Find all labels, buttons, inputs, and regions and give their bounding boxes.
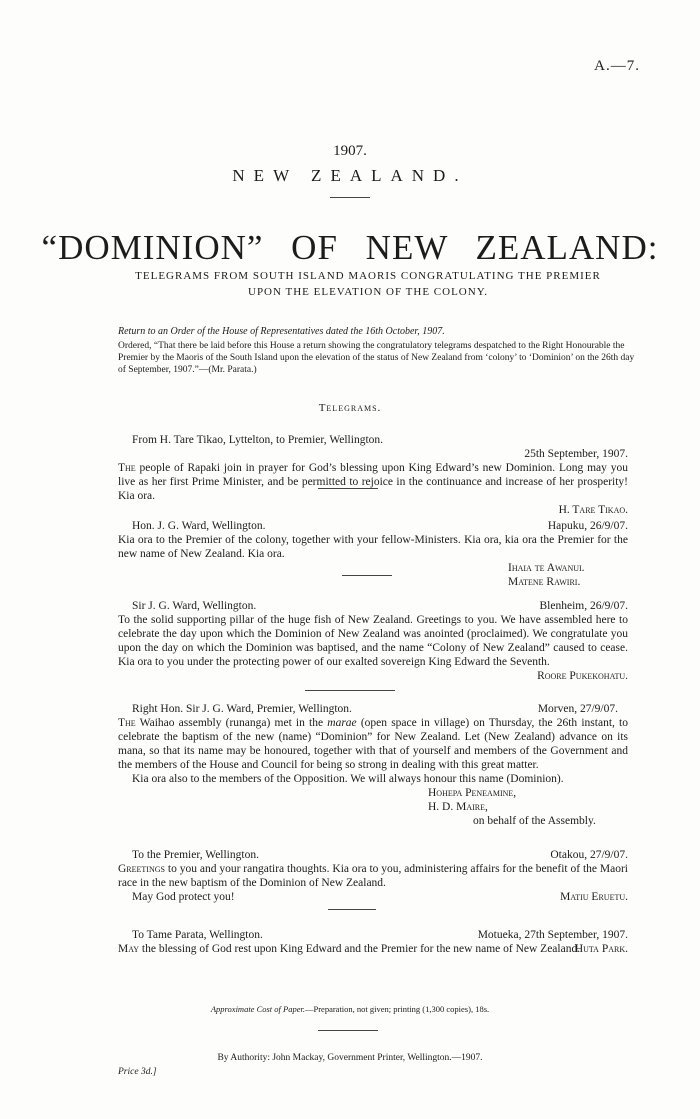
telegram-3 [118,599,628,683]
divider [318,1030,378,1031]
year: 1907. [333,143,367,159]
ordered-paragraph: Ordered, “That there be laid before this House a return showing the congratulatory telegrams despatched to the Right Honourable the Premier by the Maoris of the South Island upon the elevation of the status of New Zealand from ‘colony’ to ‘Dominion’ on the 26th day of September, 1907.”—(Mr. Parata.) [118,341,635,375]
telegram-body: Kia ora to the Premier of the colony, together with your fellow-Ministers. Kia ora, kia ora the Premier for the new name of New Zealand. Kia ora. [118,534,628,560]
telegram-body: Greetings to you and your rangatira thoughts. Kia ora to you, administering affairs for the benefit of the Maori race in the new baptism of the Dominion of New Zealand. [118,863,629,889]
telegram-from: Hon. J. G. Ward, Wellington. [132,520,266,532]
telegram-body: The people of Rapaki join in prayer for God’s blessing upon King Edward’s new Dominion. Long may you live as her first Prime Minister, and be permitted to rejoice in the continuance and increase of her prosperity! Kia ora. [118,462,628,502]
price: Price 3d.] [118,1067,157,1077]
telegram-signature: Huta Park. [574,943,628,955]
telegram-body: The Waihao assembly (runanga) met in the marae (open space in village) on Thursday, the 26th instant, to celebrate the baptism of the new (name) “Dominion” for New Zealand. Let (New Zealand) advance on its mana, so that its name may be honoured, together with that of yourself and members of the Government and the members of the House and Council for being so strong in dealing with this great matter. [118,717,629,771]
cost-text: —Preparation, not given; printing (1,300 copies), 18s. [304,1004,490,1014]
telegram-5 [118,848,628,904]
telegram-lead: May [118,943,140,955]
telegram-date: Morven, 27/9/07. [537,703,618,715]
divider [330,197,370,198]
telegram-signature: Roore Pukekohatu. [537,670,628,682]
telegram-signature: Ihaia te Awanui. [508,562,585,574]
telegram-lead: The [118,717,136,729]
telegram-signature: H. Tare Tikao. [558,504,628,516]
paper-reference: A.—7. [594,58,640,74]
telegram-from: To Tame Parata, Wellington. [132,929,263,941]
telegram-body-continued: May God protect you! [132,891,235,903]
telegram-date: Motueka, 27th September, 1907. [477,929,628,941]
telegram-1 [118,433,628,517]
telegram-6 [118,928,628,956]
telegram-signature: Matene Rawiri. [508,576,581,588]
telegram-date: 25th September, 1907. [524,448,628,460]
section-heading: Telegrams. [318,402,382,414]
authority-line: By Authority: John Mackay, Government Printer, Wellington.—1907. [217,1053,483,1063]
country-heading: NEW ZEALAND. [232,166,468,185]
divider [318,488,378,489]
telegram-from: From H. Tare Tikao, Lyttelton, to Premier, Wellington. [132,434,384,446]
telegram-date: Blenheim, 26/9/07. [539,600,628,612]
telegram-signature: Hohepa Peneamine, [428,787,517,799]
telegram-body-continued: Kia ora also to the members of the Opposition. We will always honour this name (Dominion). [132,773,564,785]
divider [342,575,392,576]
telegram-lead: The [118,462,136,474]
telegram-from: Sir J. G. Ward, Wellington. [132,600,257,612]
telegram-lead: Greetings [118,863,165,875]
telegram-body: To the solid supporting pillar of the huge fish of New Zealand. Greetings to you. We have assembled here to celebrate the day upon which the Dominion of New Zealand was anointed (proclaimed). We congratulate you upon the day on which the Dominion was baptised, and the name “Colony of New Zealand” caused to cease. Kia ora to you under the protecting power of our exalted sovereign King Edward the Seventh. [118,614,628,668]
telegram-body: May the blessing of God rest upon King Edward and the Premier for the new name of New Zealand. [118,943,581,955]
return-order-line: Return to an Order of the House of Representatives dated the 16th October, 1907. [118,326,445,337]
telegram-date: Hapuku, 26/9/07. [547,520,628,532]
telegram-2 [118,519,628,589]
divider [305,690,395,691]
cost-note [0,1004,700,1014]
telegram-from: To the Premier, Wellington. [132,849,259,861]
document-title: “DOMINION” OF NEW ZEALAND: [41,228,659,267]
divider [328,909,376,910]
telegram-signature: Matiu Eruetu. [560,891,628,903]
document-subtitle: TELEGRAMS FROM SOUTH ISLAND MAORIS CONGRATULATING THE PREMIER UPON THE ELEVATION OF THE COLONY. [135,270,601,298]
cost-label: Approximate Cost of Paper. [210,1004,305,1014]
telegram-signature: on behalf of the Assembly. [473,815,596,827]
telegram-date: Otakou, 27/9/07. [550,849,628,861]
telegram-signature: H. D. Maire, [428,801,488,813]
telegram-from: Right Hon. Sir J. G. Ward, Premier, Wellington. [132,703,352,715]
telegram-4 [118,702,628,828]
